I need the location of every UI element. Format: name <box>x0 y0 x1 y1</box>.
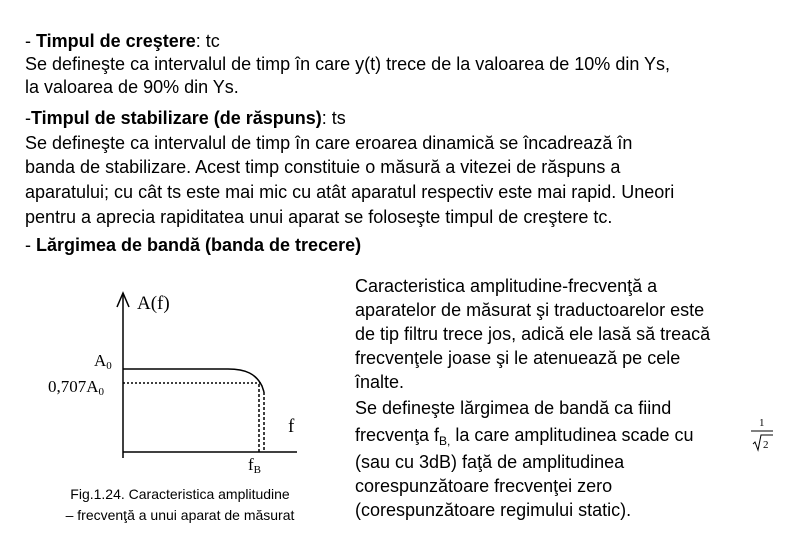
right-paragraph-line-fb <box>355 424 694 453</box>
one-over-sqrt2-formula <box>748 414 776 456</box>
section-heading-rise-time <box>25 30 220 53</box>
right-paragraph-line: (corespunzătoare regimului static). <box>355 500 632 520</box>
paragraph-line: pentru a aprecia rapiditatea unui aparat se foloseşte timpul de creştere tc. <box>25 207 613 227</box>
right-paragraph-line: corespunzătoare frecvenţei zero <box>355 476 613 496</box>
heading-title: Timpul de stabilizare (de răspuns) <box>31 108 322 128</box>
section-heading-settling-time <box>25 107 346 130</box>
paragraph-line: Se defineşte ca intervalul de timp în care y(t) trece de la valoarea de 10% din Ys, <box>25 54 671 74</box>
paragraph-line: Se defineşte ca intervalul de timp în care eroarea dinamică se încadrează în <box>25 133 633 153</box>
right-paragraph-line: aparatelor de măsurat şi traductoarelor este <box>355 300 705 320</box>
a0707-label: 0,707A0 <box>48 377 105 398</box>
caption-line: Fig.1.24. Caracteristica amplitudine <box>70 486 290 502</box>
heading-title: Lărgimea de bandă (banda de trecere) <box>36 235 362 255</box>
figure-caption <box>20 484 340 526</box>
right-paragraph-line: frecvenţele joase şi le atenuează pe cele <box>355 348 681 368</box>
right-paragraph-line: Caracteristica amplitudine-frecvenţă a <box>355 276 658 296</box>
right-paragraph-line: înalte. <box>355 372 405 392</box>
paragraph-line: la valoarea de 90% din Ys. <box>25 77 239 97</box>
heading-dash: - <box>25 108 31 128</box>
heading-suffix: : ts <box>321 108 346 128</box>
heading-dash: - <box>25 235 36 255</box>
right-paragraph-line: de tip filtru trece jos, adică ele lasă să treacă <box>355 324 711 344</box>
fb-label: fB <box>248 455 262 476</box>
section-heading-bandwidth <box>25 234 361 257</box>
right-paragraph-line: Se defineşte lărgimea de bandă ca fiind <box>355 398 672 418</box>
fraction-numerator: 1 <box>759 417 765 429</box>
response-curve <box>123 369 264 392</box>
fb-text-pre: frecvenţa f <box>355 425 440 445</box>
paragraph-line: aparatului; cu cât ts este mai mic cu atât aparatul respectiv este mai rapid. Uneori <box>25 182 675 202</box>
a0-label: A0 <box>94 351 112 372</box>
fraction-denominator: 2 <box>763 439 769 451</box>
x-axis-label: f <box>288 416 295 437</box>
right-paragraph-line: (sau cu 3dB) faţă de amplitudinea <box>355 452 625 472</box>
fb-text-post: la care amplitudinea scade cu <box>450 425 694 445</box>
heading-suffix: : tc <box>195 31 220 51</box>
heading-title: Timpul de creştere <box>36 31 196 51</box>
caption-line: – frecvenţă a unui aparat de măsurat <box>65 507 295 523</box>
paragraph-line: banda de stabilizare. Acest timp constituie o măsură a vitezei de răspuns a <box>25 157 621 177</box>
heading-dash: - <box>25 31 36 51</box>
amplitude-frequency-figure <box>0 280 345 480</box>
fb-text-sub: B, <box>439 434 451 448</box>
y-axis-label: A(f) <box>137 293 170 314</box>
